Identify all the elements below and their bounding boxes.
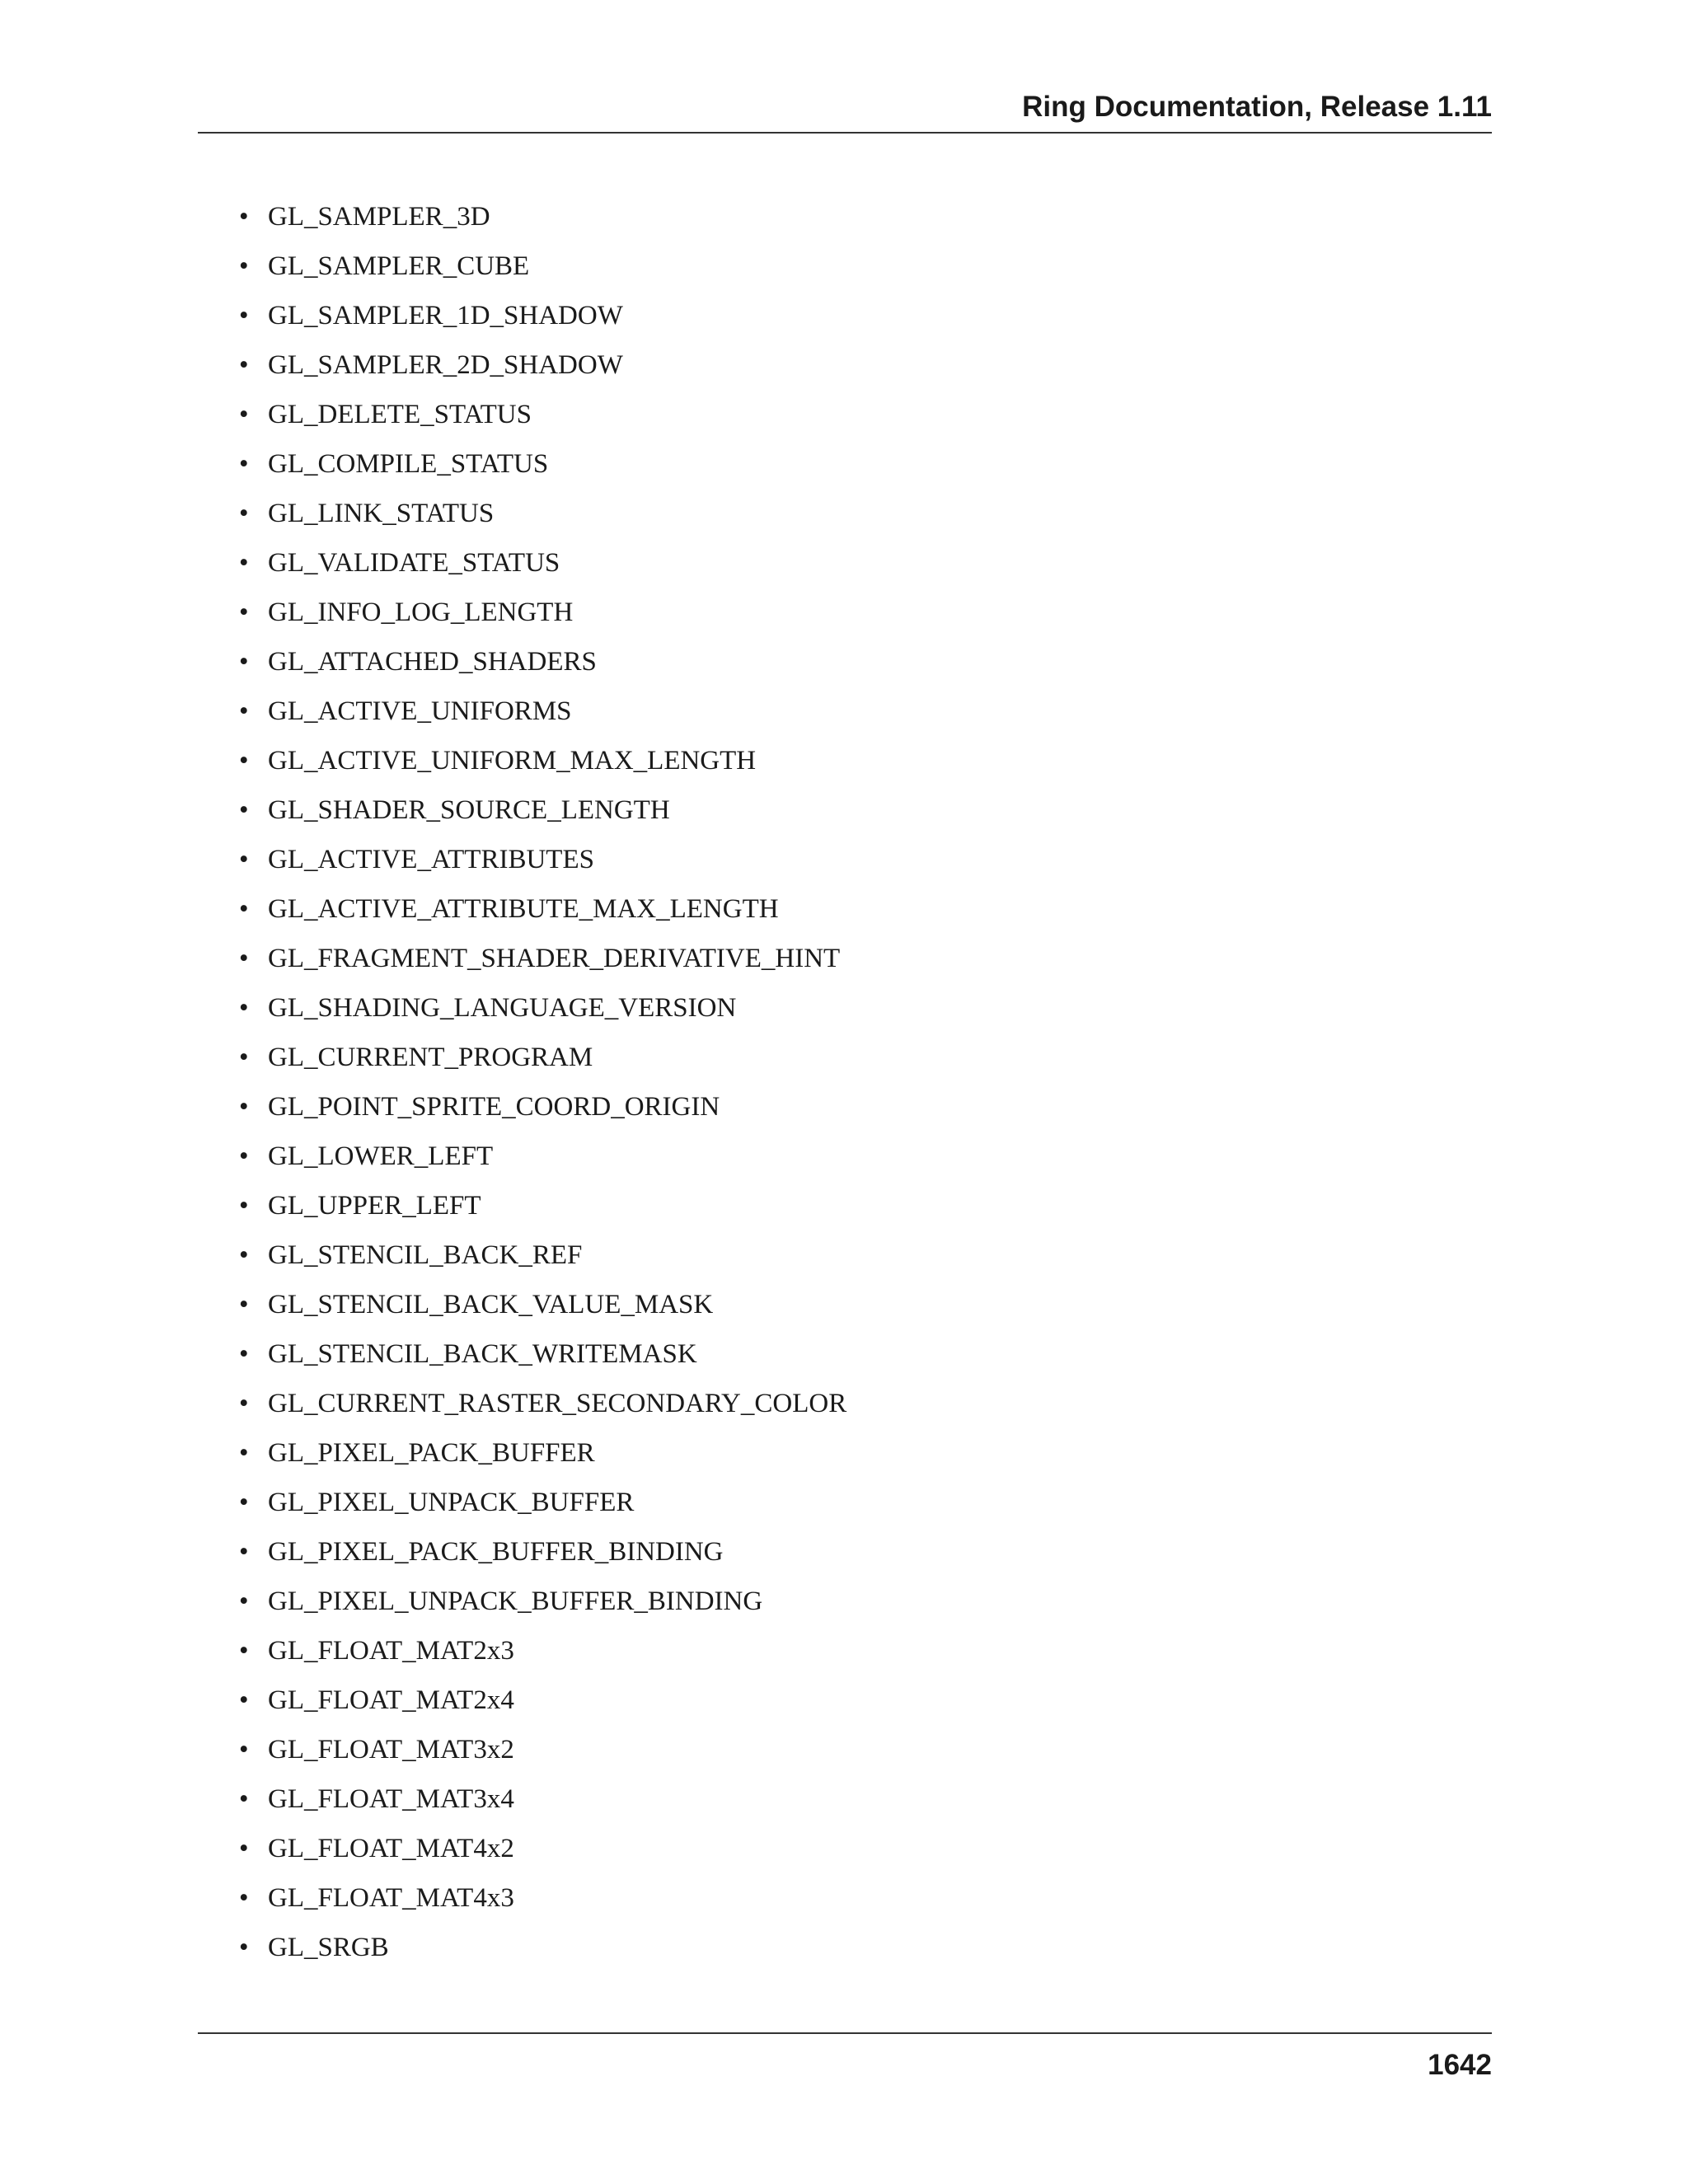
constant-name: GL_SAMPLER_2D_SHADOW [268,350,623,380]
bullet-icon: • [239,746,249,776]
bullet-icon: • [239,350,249,380]
list-item [239,687,846,736]
constant-name: GL_STENCIL_BACK_REF [268,1240,583,1270]
bullet-icon: • [239,1141,249,1171]
constant-name: GL_PIXEL_PACK_BUFFER_BINDING [268,1537,724,1567]
constant-name: GL_FLOAT_MAT2x4 [268,1685,514,1715]
list-item [239,1923,846,1972]
bullet-icon: • [239,400,249,429]
list-item [239,291,846,340]
bullet-icon: • [239,1636,249,1666]
list-item [239,934,846,983]
constant-name: GL_FLOAT_MAT3x4 [268,1784,514,1814]
list-item [239,1725,846,1774]
list-item [239,1230,846,1280]
bullet-icon: • [239,647,249,677]
constant-name: GL_SAMPLER_1D_SHADOW [268,301,623,330]
constant-name: GL_SAMPLER_3D [268,202,490,232]
list-item [239,241,846,291]
bullet-icon: • [239,1784,249,1814]
constant-name: GL_ATTACHED_SHADERS [268,647,597,677]
constant-name: GL_PIXEL_UNPACK_BUFFER_BINDING [268,1586,763,1616]
bullet-icon: • [239,1339,249,1369]
bullet-icon: • [239,845,249,874]
constant-name: GL_SRGB [268,1933,389,1962]
constant-name: GL_INFO_LOG_LENGTH [268,598,574,627]
constant-name: GL_DELETE_STATUS [268,400,532,429]
list-item [239,637,846,687]
list-item [239,340,846,390]
constant-name: GL_LINK_STATUS [268,499,495,528]
page-footer [198,2032,1492,2092]
bullet-icon: • [239,1191,249,1221]
bullet-icon: • [239,1488,249,1517]
bullet-icon: • [239,1586,249,1616]
constant-name: GL_POINT_SPRITE_COORD_ORIGIN [268,1092,720,1122]
bullet-icon: • [239,449,249,479]
constant-name: GL_ACTIVE_ATTRIBUTE_MAX_LENGTH [268,894,779,924]
bullet-icon: • [239,1883,249,1913]
list-item [239,538,846,588]
constant-name: GL_UPPER_LEFT [268,1191,481,1221]
bullet-icon: • [239,696,249,726]
constant-name: GL_FLOAT_MAT3x2 [268,1735,514,1765]
list-item [239,588,846,637]
list-item [239,1626,846,1675]
bullet-icon: • [239,301,249,330]
constant-name: GL_SAMPLER_CUBE [268,251,530,281]
list-item [239,1428,846,1478]
bullet-icon: • [239,1290,249,1319]
list-item [239,1675,846,1725]
list-item [239,1824,846,1873]
list-item [239,1082,846,1132]
list-item [239,835,846,884]
constant-name: GL_STENCIL_BACK_VALUE_MASK [268,1290,714,1319]
document-title: Ring Documentation, Release 1.11 [1022,91,1492,123]
list-item [239,1379,846,1428]
list-item [239,192,846,241]
list-item [239,1873,846,1923]
list-item [239,983,846,1033]
constant-name: GL_COMPILE_STATUS [268,449,549,479]
constant-name: GL_VALIDATE_STATUS [268,548,560,578]
bullet-icon: • [239,1438,249,1468]
constant-name: GL_ACTIVE_ATTRIBUTES [268,845,594,874]
constant-name: GL_STENCIL_BACK_WRITEMASK [268,1339,697,1369]
bullet-icon: • [239,944,249,973]
list-item [239,439,846,489]
bullet-icon: • [239,1685,249,1715]
constant-name: GL_CURRENT_PROGRAM [268,1043,593,1072]
bullet-icon: • [239,1092,249,1122]
bullet-icon: • [239,1389,249,1418]
bullet-icon: • [239,894,249,924]
page-number: 1642 [1428,2049,1492,2081]
list-item [239,884,846,934]
constant-name: GL_FLOAT_MAT2x3 [268,1636,514,1666]
constant-name: GL_PIXEL_UNPACK_BUFFER [268,1488,635,1517]
bullet-icon: • [239,598,249,627]
bullet-icon: • [239,1240,249,1270]
bullet-icon: • [239,795,249,825]
constant-name: GL_FRAGMENT_SHADER_DERIVATIVE_HINT [268,944,841,973]
constant-name: GL_ACTIVE_UNIFORMS [268,696,572,726]
list-item [239,1577,846,1626]
constant-list [239,192,846,1972]
constant-name: GL_SHADING_LANGUAGE_VERSION [268,993,737,1023]
constant-name: GL_CURRENT_RASTER_SECONDARY_COLOR [268,1389,847,1418]
list-item [239,1774,846,1824]
constant-name: GL_LOWER_LEFT [268,1141,494,1171]
constant-name: GL_SHADER_SOURCE_LENGTH [268,795,670,825]
list-item [239,390,846,439]
bullet-icon: • [239,1537,249,1567]
list-item [239,785,846,835]
list-item [239,736,846,785]
list-item [239,1033,846,1082]
bullet-icon: • [239,1834,249,1863]
bullet-icon: • [239,993,249,1023]
bullet-icon: • [239,499,249,528]
list-item [239,489,846,538]
bullet-icon: • [239,1933,249,1962]
list-item [239,1132,846,1181]
constant-name: GL_FLOAT_MAT4x3 [268,1883,514,1913]
list-item [239,1329,846,1379]
bullet-icon: • [239,1735,249,1765]
bullet-icon: • [239,1043,249,1072]
list-item [239,1280,846,1329]
constant-name: GL_ACTIVE_UNIFORM_MAX_LENGTH [268,746,757,776]
bullet-icon: • [239,548,249,578]
list-item [239,1527,846,1577]
bullet-icon: • [239,251,249,281]
list-item [239,1478,846,1527]
page-header [198,82,1492,134]
constant-name: GL_PIXEL_PACK_BUFFER [268,1438,595,1468]
bullet-icon: • [239,202,249,232]
constant-name: GL_FLOAT_MAT4x2 [268,1834,514,1863]
list-item [239,1181,846,1230]
